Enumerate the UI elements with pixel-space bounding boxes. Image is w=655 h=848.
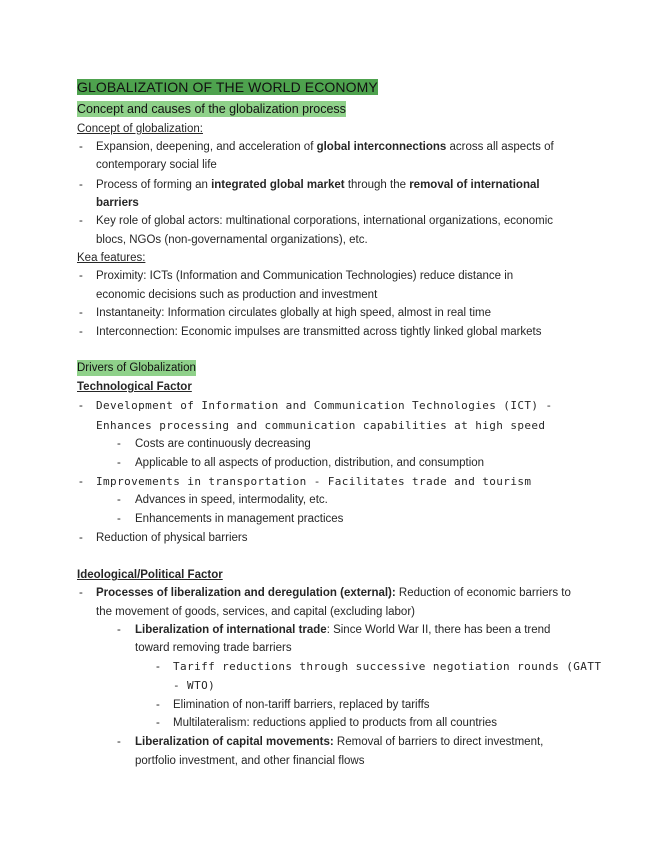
- list-item-continuation: the movement of goods, services, and capital (excluding labor): [96, 606, 415, 618]
- bullet-dash: -: [79, 179, 83, 191]
- list-item: Development of Information and Communication Technologies (ICT) -: [96, 399, 553, 412]
- sub-sub-list-item: Multilateralism: reductions applied to products from all countries: [173, 717, 498, 729]
- bullet-dash: -: [79, 326, 83, 338]
- bullet-dash: -: [79, 532, 83, 544]
- bullet-dash: -: [79, 400, 83, 412]
- sub-list-item: Advances in speed, intermodality, etc.: [135, 494, 328, 506]
- bullet-dash: -: [79, 307, 83, 319]
- list-item: Interconnection: Economic impulses are transmitted across tightly linked global markets: [96, 326, 542, 338]
- bullet-dash: -: [117, 438, 121, 450]
- bullet-dash: -: [156, 699, 160, 711]
- section-heading-drivers: Drivers of Globalization: [77, 362, 196, 374]
- list-item: Process of forming an integrated global market through the removal of international: [96, 179, 540, 191]
- list-item-continuation: blocs, NGOs (non-governamental organizations), etc.: [96, 234, 368, 246]
- bullet-dash: -: [79, 141, 83, 153]
- list-item: Key role of global actors: multinational corporations, international organizations, economic: [96, 215, 554, 227]
- bullet-dash: -: [156, 717, 160, 729]
- sub-list-item: Enhancements in management practices: [135, 513, 344, 525]
- bullet-dash: -: [79, 270, 83, 282]
- bullet-dash: -: [117, 513, 121, 525]
- bullet-dash: -: [79, 215, 83, 227]
- sub-list-item: Applicable to all aspects of production, distribution, and consumption: [135, 457, 485, 469]
- section-heading-concept: Concept and causes of the globalization process: [77, 102, 346, 116]
- technological-factor-label: Technological Factor: [77, 381, 192, 393]
- list-item-continuation: barriers: [96, 197, 139, 209]
- bullet-dash: -: [79, 587, 83, 599]
- bullet-dash: -: [117, 457, 121, 469]
- sub-list-item-continuation: toward removing trade barriers: [135, 642, 292, 654]
- list-item-continuation: contemporary social life: [96, 159, 217, 171]
- sub-list-item: Liberalization of capital movements: Removal of barriers to direct investment,: [135, 736, 544, 748]
- concept-label: Concept of globalization:: [77, 123, 203, 135]
- features-label: Kea features:: [77, 252, 146, 264]
- sub-sub-list-item-continuation: - WTO): [173, 679, 216, 692]
- document-title: GLOBALIZATION OF THE WORLD ECONOMY: [77, 79, 378, 95]
- bullet-dash: -: [79, 476, 83, 488]
- sub-list-item: Liberalization of international trade: Since World War II, there has been a trend: [135, 624, 551, 636]
- list-item: Expansion, deepening, and acceleration of global interconnections across all aspects of: [96, 141, 554, 153]
- sub-list-item: Costs are continuously decreasing: [135, 438, 311, 450]
- list-item: Processes of liberalization and deregulation (external): Reduction of economic barriers to: [96, 587, 571, 599]
- list-item: Reduction of physical barriers: [96, 532, 248, 544]
- bullet-dash: -: [156, 661, 160, 673]
- ideological-factor-label: Ideological/Political Factor: [77, 569, 223, 581]
- list-item-continuation: Enhances processing and communication capabilities at high speed: [96, 419, 546, 432]
- list-item-continuation: economic decisions such as production and investment: [96, 289, 378, 301]
- list-item: Proximity: ICTs (Information and Communication Technologies) reduce distance in: [96, 270, 514, 282]
- sub-sub-list-item: Tariff reductions through successive negotiation rounds (GATT: [173, 660, 602, 673]
- bullet-dash: -: [117, 494, 121, 506]
- sub-sub-list-item: Elimination of non-tariff barriers, replaced by tariffs: [173, 699, 430, 711]
- list-item: Instantaneity: Information circulates globally at high speed, almost in real time: [96, 307, 492, 319]
- bullet-dash: -: [117, 624, 121, 636]
- list-item: Improvements in transportation - Facilitates trade and tourism: [96, 475, 532, 488]
- bullet-dash: -: [117, 736, 121, 748]
- sub-list-item-continuation: portfolio investment, and other financial flows: [135, 755, 365, 767]
